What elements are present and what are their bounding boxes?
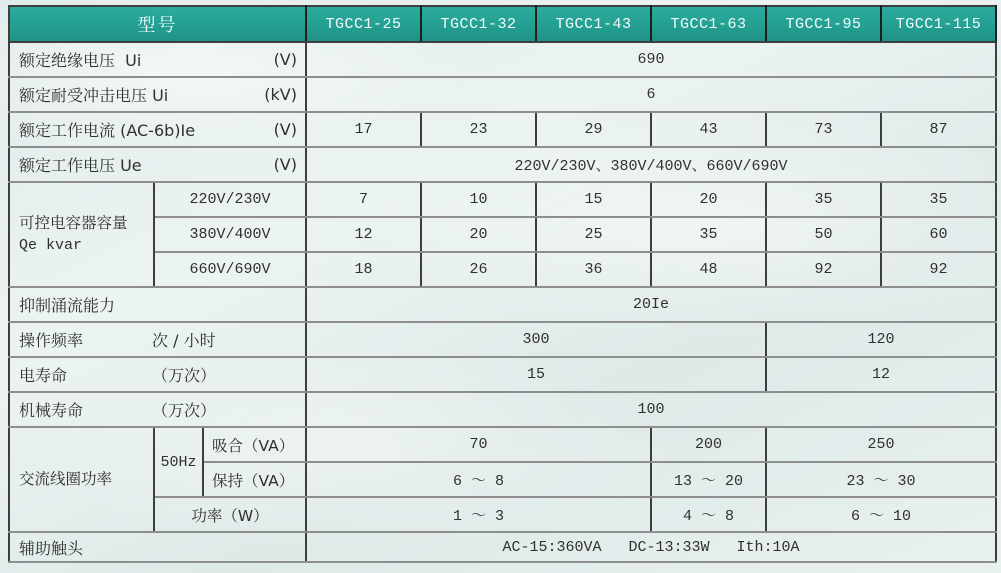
- value-capacity: 60: [881, 217, 996, 252]
- row-label-aux-contacts: [9, 532, 306, 562]
- row-label-capacitor-capacity: [9, 182, 154, 287]
- row-label-insulation-voltage: [9, 42, 306, 77]
- value-capacity: 25: [536, 217, 651, 252]
- capacitor-subrow-label: 380V/400V: [154, 217, 306, 252]
- coil-frequency-label: 50Hz: [154, 427, 203, 497]
- model-header-tgcc1-32: TGCC1-32: [421, 6, 536, 42]
- value-aux-contacts: AC-15:360VA DC-13:33W Ith:10A: [306, 532, 996, 562]
- row-unit: (V): [273, 50, 297, 69]
- row-unit: （万次）: [152, 401, 217, 420]
- row-label-text: 电寿命: [19, 366, 68, 385]
- value-mechanical-life: 100: [306, 392, 996, 427]
- row-unit: (V): [273, 120, 297, 139]
- value-current: 43: [651, 112, 766, 147]
- table-row: [9, 252, 996, 287]
- value-coil-pickup: 70: [306, 427, 651, 462]
- value-op-frequency-a: 300: [306, 322, 766, 357]
- value-capacity: 20: [651, 182, 766, 217]
- value-coil-power: 4 ～ 8: [651, 497, 766, 532]
- model-column-header: 型号: [9, 6, 306, 42]
- row-label-text: 额定绝缘电压 Ui: [19, 51, 142, 70]
- coil-hold-label: 保持（VA）: [203, 462, 306, 497]
- capacitor-label-line2: Qe kvar: [19, 236, 83, 254]
- value-impulse-voltage: 6: [306, 77, 996, 112]
- model-header-tgcc1-43: TGCC1-43: [536, 6, 651, 42]
- model-header-tgcc1-63: TGCC1-63: [651, 6, 766, 42]
- table-row: [9, 217, 996, 252]
- value-coil-pickup: 200: [651, 427, 766, 462]
- table-row: [9, 322, 996, 357]
- row-label-op-frequency: [9, 322, 306, 357]
- table-row: [9, 392, 996, 427]
- value-capacity: 92: [766, 252, 881, 287]
- row-label-operating-current: [9, 112, 306, 147]
- row-label-operating-voltage: [9, 147, 306, 182]
- row-unit: (V): [273, 155, 297, 174]
- value-current: 87: [881, 112, 996, 147]
- value-current: 17: [306, 112, 421, 147]
- value-capacity: 7: [306, 182, 421, 217]
- model-header-tgcc1-115: TGCC1-115: [881, 6, 996, 42]
- table-row: [9, 147, 996, 182]
- spec-table: [8, 5, 997, 563]
- value-coil-hold: 23 ～ 30: [766, 462, 996, 497]
- value-operating-voltage: 220V/230V、380V/400V、660V/690V: [306, 147, 996, 182]
- row-label-electrical-life: [9, 357, 306, 392]
- row-label-text: 抑制涌流能力: [19, 296, 116, 315]
- value-inrush: 20Ie: [306, 287, 996, 322]
- value-coil-power: 1 ～ 3: [306, 497, 651, 532]
- model-header-tgcc1-25: TGCC1-25: [306, 6, 421, 42]
- capacitor-subrow-label: 660V/690V: [154, 252, 306, 287]
- coil-power-label: 功率（W）: [154, 497, 306, 532]
- table-row: [9, 532, 996, 562]
- value-capacity: 36: [536, 252, 651, 287]
- value-capacity: 12: [306, 217, 421, 252]
- value-electrical-life-a: 15: [306, 357, 766, 392]
- table-row: [9, 357, 996, 392]
- row-unit: （万次）: [152, 366, 217, 385]
- table-row: [9, 427, 996, 462]
- table-header-row: [9, 6, 996, 42]
- row-label-impulse-voltage: [9, 77, 306, 112]
- row-unit: 次 / 小时: [152, 331, 216, 350]
- value-op-frequency-b: 120: [766, 322, 996, 357]
- value-capacity: 92: [881, 252, 996, 287]
- table-row: [9, 182, 996, 217]
- value-coil-hold: 6 ～ 8: [306, 462, 651, 497]
- table-row: [9, 77, 996, 112]
- value-capacity: 20: [421, 217, 536, 252]
- value-electrical-life-b: 12: [766, 357, 996, 392]
- table-row: [9, 497, 996, 532]
- value-capacity: 10: [421, 182, 536, 217]
- row-label-coil-power: 交流线圈功率: [9, 427, 154, 532]
- value-capacity: 48: [651, 252, 766, 287]
- row-label-inrush: [9, 287, 306, 322]
- row-label-text: 额定工作电压 Ue: [19, 156, 142, 175]
- value-current: 29: [536, 112, 651, 147]
- capacitor-subrow-label: 220V/230V: [154, 182, 306, 217]
- value-capacity: 35: [766, 182, 881, 217]
- row-label-text: 额定耐受冲击电压 Ui: [19, 86, 169, 105]
- row-unit: (kV): [264, 85, 297, 104]
- value-current: 73: [766, 112, 881, 147]
- value-capacity: 50: [766, 217, 881, 252]
- value-current: 23: [421, 112, 536, 147]
- table-row: [9, 42, 996, 77]
- value-coil-power: 6 ～ 10: [766, 497, 996, 532]
- value-capacity: 26: [421, 252, 536, 287]
- capacitor-label-line1: 可控电容器容量: [19, 214, 128, 233]
- table-row: [9, 287, 996, 322]
- value-capacity: 35: [651, 217, 766, 252]
- value-coil-pickup: 250: [766, 427, 996, 462]
- row-label-text: 辅助触头: [19, 538, 84, 558]
- row-label-text: 机械寿命: [19, 401, 84, 420]
- table-row: [9, 112, 996, 147]
- value-capacity: 35: [881, 182, 996, 217]
- value-insulation-voltage: 690: [306, 42, 996, 77]
- row-label-mechanical-life: [9, 392, 306, 427]
- value-capacity: 15: [536, 182, 651, 217]
- coil-pickup-label: 吸合（VA）: [203, 427, 306, 462]
- row-label-text: 操作频率: [19, 331, 84, 350]
- row-label-text: 额定工作电流 (AC-6b)Ie: [19, 121, 196, 140]
- value-capacity: 18: [306, 252, 421, 287]
- model-header-tgcc1-95: TGCC1-95: [766, 6, 881, 42]
- value-coil-hold: 13 ～ 20: [651, 462, 766, 497]
